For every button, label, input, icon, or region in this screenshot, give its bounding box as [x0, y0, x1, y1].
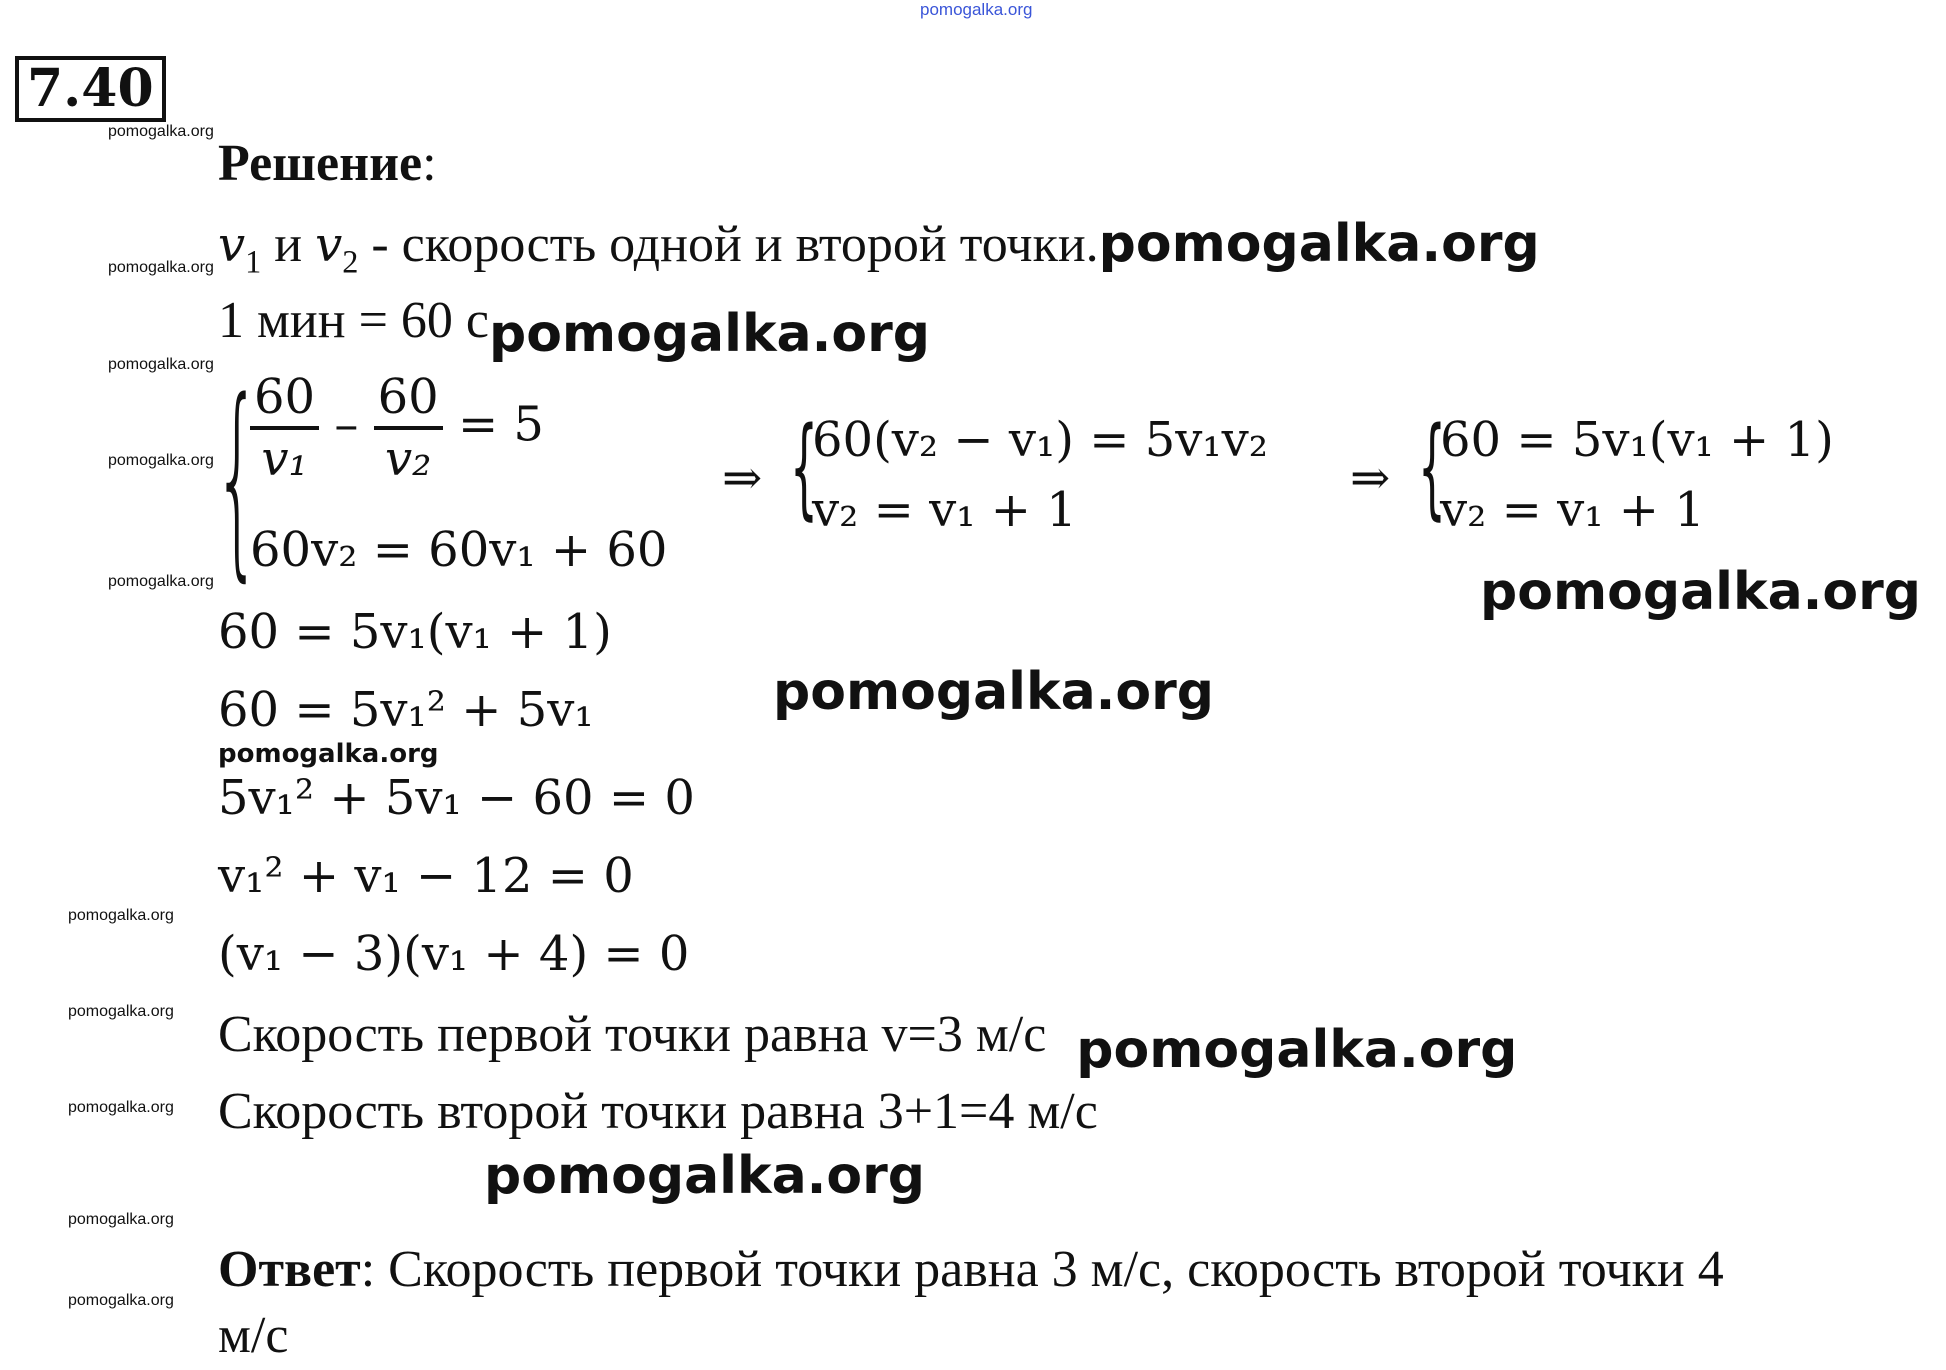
watermark-small: pomogalka.org: [108, 452, 214, 469]
frac1-numerator: 60: [250, 368, 319, 430]
watermark-small: pomogalka.org: [108, 356, 214, 373]
step-line: 60 = 5v₁(v₁ + 1): [218, 604, 612, 660]
watermark-small: pomogalka.org: [68, 1292, 174, 1309]
result-first: Скорость первой точки равна v=3 м/с: [218, 1006, 1047, 1063]
implies-arrow-1: ⇒: [722, 450, 763, 506]
system1-eq1: [250, 368, 544, 488]
solution-colon: :: [422, 135, 437, 192]
var-v2: v: [315, 217, 343, 273]
system1-eq2: 60v₂ = 60v₁ + 60: [250, 522, 668, 578]
result-first-line: [218, 1004, 1518, 1080]
frac1-denominator: v₁: [261, 431, 308, 487]
watermark-large: pomogalka.org: [488, 304, 930, 364]
step-line: 5v₁² + 5v₁ − 60 = 0: [218, 770, 695, 826]
left-brace-icon: {: [790, 403, 818, 531]
sub-2: 2: [342, 243, 359, 280]
answer-text: : Скорость первой точки равна 3 м/с, скорость второй точки 4: [360, 1241, 1724, 1298]
watermark-small: pomogalka.org: [108, 123, 214, 140]
watermark-small: pomogalka.org: [68, 1211, 174, 1228]
conversion-line: [218, 290, 930, 364]
answer-line: [218, 1240, 1724, 1300]
system3-eq2: v₂ = v₁ + 1: [1440, 482, 1705, 538]
solution-heading: [218, 134, 437, 194]
watermark-small: pomogalka.org: [68, 907, 174, 924]
watermark-small: pomogalka.org: [108, 259, 214, 276]
watermark-large: pomogalka.org: [1098, 214, 1540, 274]
eq1-rhs: = 5: [457, 396, 544, 453]
watermark-large: pomogalka.org: [1480, 562, 1922, 622]
result-second: Скорость второй точки равна 3+1=4 м/с: [218, 1083, 1098, 1140]
left-brace-icon: {: [214, 355, 261, 600]
system2-eq2: v₂ = v₁ + 1: [812, 482, 1077, 538]
frac2-denominator: v₂: [384, 431, 432, 487]
watermark-large: pomogalka.org: [1076, 1020, 1518, 1080]
problem-number: 7.40: [15, 56, 166, 122]
step-line: (v₁ − 3)(v₁ + 4) = 0: [218, 926, 690, 982]
frac2-numerator: 60: [374, 368, 443, 430]
answer-label: Ответ: [218, 1241, 361, 1298]
watermark-small: pomogalka.org: [68, 1099, 174, 1116]
left-brace-icon: {: [1418, 403, 1446, 531]
var-v1: v: [218, 217, 246, 273]
watermark-medium: pomogalka.org: [218, 739, 439, 769]
top-watermark-link[interactable]: pomogalka.org: [920, 0, 1033, 19]
implies-arrow-2: ⇒: [1350, 450, 1391, 506]
and-word: и: [261, 216, 316, 273]
definition-text: - скорость одной и второй точки.: [358, 216, 1099, 273]
fraction-2: [374, 368, 443, 488]
conversion-text: 1 мин = 60 с: [218, 292, 489, 349]
answer-continuation: м/с: [218, 1307, 289, 1364]
watermark-large: pomogalka.org: [773, 662, 1215, 722]
watermark-small: pomogalka.org: [108, 573, 214, 590]
minus-sign: –: [334, 396, 359, 453]
fraction-1: [250, 368, 319, 488]
step-line: v₁² + v₁ − 12 = 0: [218, 848, 634, 904]
definition-line: [218, 214, 1540, 280]
system3-eq1: 60 = 5v₁(v₁ + 1): [1440, 412, 1834, 468]
watermark-large: pomogalka.org: [484, 1146, 926, 1206]
step-line: 60 = 5v₁² + 5v₁: [218, 682, 594, 738]
solution-label: Решение: [218, 135, 423, 192]
sub-1: 1: [245, 243, 262, 280]
watermark-small: pomogalka.org: [68, 1003, 174, 1020]
system2-eq1: 60(v₂ − v₁) = 5v₁v₂: [812, 412, 1268, 468]
